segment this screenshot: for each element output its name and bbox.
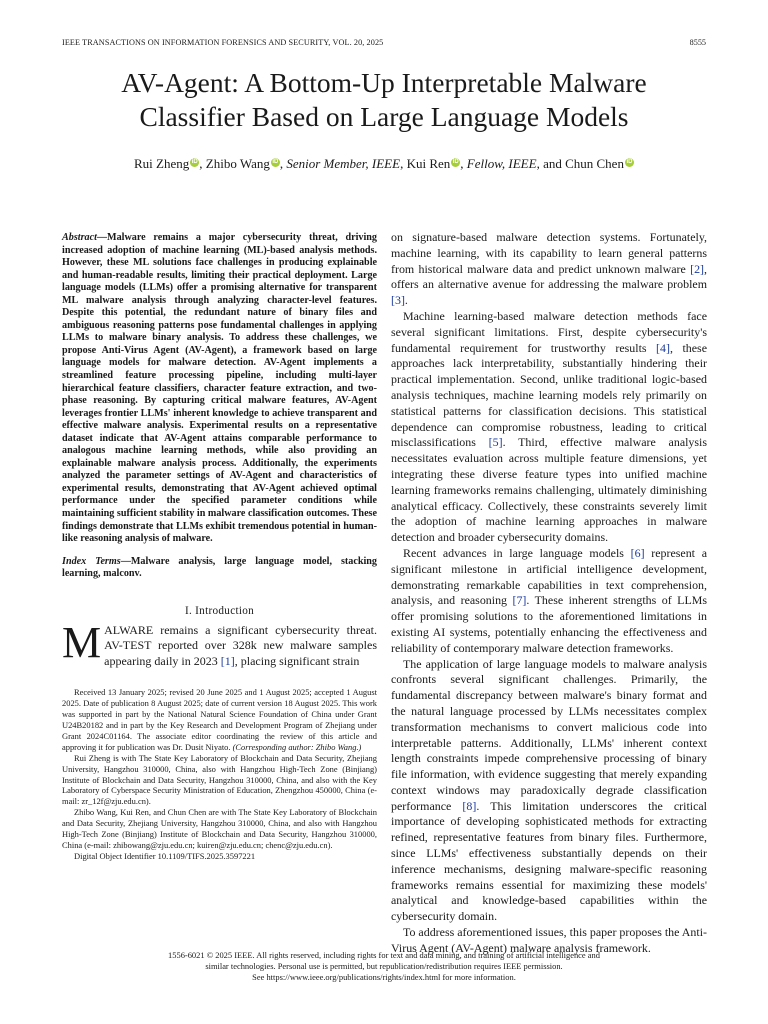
- citation-link[interactable]: [1]: [220, 653, 235, 668]
- right-column: [391, 230, 707, 957]
- doi: Digital Object Identifier 10.1109/TIFS.2025.3597221: [74, 850, 256, 861]
- left-column: [62, 232, 377, 862]
- drop-cap: M: [62, 617, 102, 667]
- abstract-text: —Malware remains a major cybersecurity threat, driving increased adoption of machine learning (ML)-based analysis methods. However, these ML solutions face challenges in producing explainable and human-readable results, limiting their practical deployment. Large language models (LLMs) offer a promising alternative for transparent ML malware analysis through analyzing character-level features. Despite this potential, the redundant nature of binary files and ambiguous reasoning patterns pose fundamental challenges in applying LLMs to malware binary analysis. To address these challenges, we propose Anti-Virus Agent (AV-Agent), a framework based on large language models for malware detection. AV-Agent implements a streamlined feature processing pipeline, including multi-layer hierarchical feature classifiers, character feature extraction, and two-phase reasoning. By capturing critical malware features, AV-Agent leverages frontier LLMs' inherent knowledge to achieve transparent and effective malware analysis. Experimental results on a representative dataset indicate that AV-Agent attains comparable performance to analogous machine learning methods, while also providing an explainable malware analysis process. Additionally, the experiments analyzed the parameter settings of AV-Agent and characteristics of experimental results, demonstrating that AV-Agent achieved optimal performance under the specified parameter conditions while maintaining sufficient stability in malware classification outcomes. These findings demonstrate that LLMs exhibit tremendous potential in human-like reasoning analysis of malware.: [62, 232, 377, 545]
- copyright-line: See https://www.ieee.org/publications/rights/index.html for more information.: [252, 972, 516, 982]
- citation-link[interactable]: [3]: [391, 293, 405, 308]
- author-name: Rui Zheng: [134, 156, 190, 171]
- body-paragraph: Recent advances in large language models [6] represent a significant milestone in artificial intelligence development, demonstrating remarkable capabilities in text comprehension, analysis, and reasoning [7]. These inherent strengths of LLMs offer promising solutions to the aforementioned limitations in existing AI systems, potentially enhancing the effectiveness and reliability of contemporary malware detection frameworks.: [391, 545, 708, 655]
- body-paragraph: on signature-based malware detection systems. Fortunately, machine learning, with its capability to learn general patterns from historical malware data and predict unknown malware [2], offers an alternative avenue for addressing the malware problem [3].: [391, 230, 707, 308]
- citation-link[interactable]: [8]: [462, 798, 477, 813]
- orcid-icon[interactable]: iD: [191, 158, 198, 165]
- corresponding-author: (Corresponding author: Zhibo Wang.): [232, 741, 362, 752]
- author-name: Zhibo Wang: [205, 156, 270, 171]
- copyright-notice: [80, 950, 688, 983]
- footnote-received: Received 13 January 2025; revised 20 June 2025 and 1 August 2025; accepted 1 August 2025. Date of publication 8 August 2025; date of current version 18 August 2025. This work was supported in part by the National Natural Science Foundation of China under Grant U24B20182 and in part by the Key Research and Development Program of Zhejiang under Grant 2024C01164. The associate editor coordinating the review of this article and approving it for publication was Dr. Dusit Niyato. (Corresponding author: Zhibo Wang.): [62, 687, 377, 752]
- citation-link[interactable]: [7]: [512, 593, 527, 608]
- footnote-affiliation: Rui Zheng is with The State Key Laboratory of Blockchain and Data Security, Zhejiang University, Hangzhou 310000, China, also with Hangzhou High-Tech Zone (Binjiang) Institute of Blockchain and Data Security, Hangzhou 310000, China, and also with the Key Laboratory of Cyberspace Security Ministration of Education, Zhengzhou 450000, China (e-mail: zr_12f@zju.edu.cn).: [62, 752, 377, 807]
- orcid-icon[interactable]: iD: [272, 158, 279, 165]
- orcid-icon[interactable]: iD: [452, 158, 459, 165]
- author-name: Kui Ren: [406, 156, 451, 171]
- author-name: Chun Chen: [565, 156, 624, 171]
- index-terms-text: —Malware analysis, large language model, stacking learning, malconv.: [62, 555, 377, 580]
- section-heading: I. Introduction: [184, 604, 255, 617]
- citation-link[interactable]: [4]: [656, 340, 670, 355]
- abstract: [62, 232, 377, 546]
- orcid-icon[interactable]: iD: [626, 158, 633, 165]
- title-line-1: AV-Agent: A Bottom-Up Interpretable Malware: [121, 67, 647, 98]
- title-line-2: Classifier Based on Large Language Models: [139, 101, 629, 132]
- footnotes: [62, 687, 377, 862]
- author-list: Rui Zheng iD , Zhibo Wang iD , Senior Member, IEEE, Kui Ren iD , Fellow, IEEE, and Chun Chen iD: [134, 156, 633, 171]
- index-terms-label: Index Terms: [62, 555, 121, 567]
- citation-link[interactable]: [2]: [690, 261, 705, 276]
- copyright-line: similar technologies. Personal use is permitted, but republication/redistribution requires IEEE permission.: [205, 961, 563, 971]
- citation-link[interactable]: [5]: [488, 435, 503, 450]
- footnote-affiliation: Zhibo Wang, Kui Ren, and Chun Chen are with The State Key Laboratory of Blockchain and Data Security, Zhejiang University, Hangzhou 310000, China, and also with Hangzhou High-Tech Zone (Binjiang) Institute of Blockchain and Data Security, Hangzhou 310000, China (e-mail: zhibowang@zju.edu.cn; kuiren@zju.edu.cn; chenc@zju.edu.cn).: [62, 807, 377, 850]
- author-membership: Senior Member, IEEE: [286, 156, 401, 171]
- copyright-line: 1556-6021 © 2025 IEEE. All rights reserved, including rights for text and data mining, and training of artificial intelligence and: [168, 950, 600, 960]
- abstract-label: Abstract: [62, 232, 97, 243]
- body-paragraph: The application of large language models to malware analysis confronts several significant challenges. Primarily, the fundamental discrepancy between malware's binary format and the natural language processed by LLMs necessitates complex transformation mechanisms to convert malicious code into interpretable patterns. Additionally, LLMs' inherent context length constraints impede comprehensive processing of binary file information, with evidence suggesting that merely expanding context windows may paradoxically degrade classification performance [8]. This limitation underscores the critical importance of developing sophisticated methods for extracting refined, representative features from binary files. Furthermore, since LLMs' effectiveness substantially depends on their inference mechanisms, designing malware-specific reasoning frameworks remains essential for maximizing these models' analytical and knowledge-based capabilities within the cybersecurity domain.: [391, 656, 707, 924]
- body-paragraph: To address aforementioned issues, this paper proposes the Anti-Virus Agent (AV-Agent) malware analysis framework.: [391, 925, 707, 955]
- running-header: IEEE TRANSACTIONS ON INFORMATION FORENSICS AND SECURITY, VOL. 20, 2025: [62, 38, 384, 47]
- index-terms: [62, 556, 377, 581]
- body-paragraph: Machine learning-based malware detection methods face several significant limitations. First, despite cybersecurity's fundamental requirement for trustworthy results [4], these approaches lack interpretability, substantially hindering their practical implementation. Second, unlike traditional logic-based analysis techniques, machine learning models rely primarily on statistical patterns for classification decisions. This statistical dependence can compromise robustness, leading to critical misclassifications [5]. Third, effective malware analysis necessitates evaluation across multiple feature dimensions, yet integrating these diverse feature types into unified machine learning frameworks remains challenging, ultimately diminishing analytical efficacy. Collectively, these constraints severely limit the adoption of machine learning approaches in malware detection and broader cybersecurity domains.: [391, 308, 708, 545]
- author-membership: Fellow, IEEE: [466, 156, 537, 171]
- intro-paragraph: MALWARE remains a significant cybersecurity threat. AV-TEST reported over 328k new malware samples appearing daily in 2023 [1], placing significant strain: [62, 617, 377, 668]
- citation-link[interactable]: [6]: [630, 545, 645, 560]
- page-number: 8555: [689, 38, 706, 47]
- paper-title: [40, 66, 728, 134]
